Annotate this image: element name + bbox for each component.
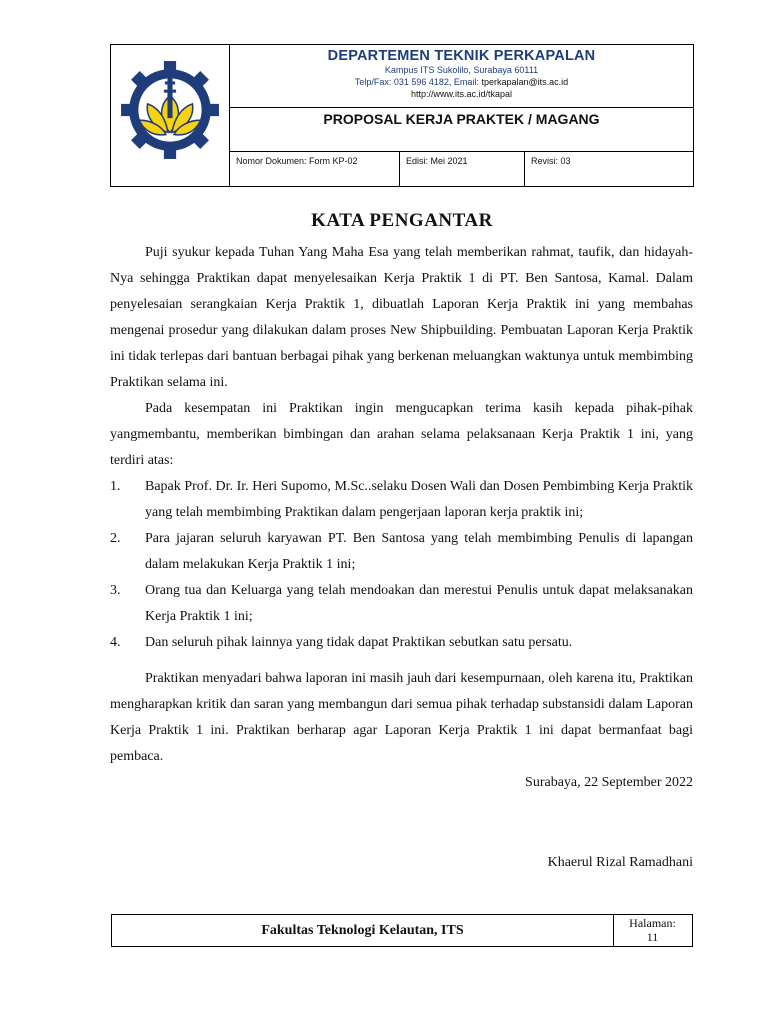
place-date: Surabaya, 22 September 2022	[525, 775, 693, 790]
list-number: 1.	[110, 479, 121, 494]
faculty-name: Fakultas Teknologi Kelautan, ITS	[112, 915, 614, 946]
list-text: Bapak Prof. Dr. Ir. Heri Supomo, M.Sc..selaku Dosen Wali dan Dosen Pembimbing Kerja Praktik yang telah membimbing Praktikan dalam pengerjaan laporan kerja praktik ini;	[145, 479, 693, 520]
logo-cell	[111, 45, 230, 186]
doc-edition: Edisi: Mei 2021	[400, 151, 525, 186]
its-logo-icon	[119, 59, 221, 161]
document-meta-row	[230, 151, 693, 186]
page-label: Halaman:	[629, 916, 676, 930]
document-header	[110, 44, 694, 187]
list-number: 3.	[110, 583, 121, 598]
list-number: 2.	[110, 531, 121, 546]
document-footer	[111, 914, 693, 947]
list-item	[110, 578, 693, 630]
list-item	[110, 474, 693, 526]
list-text: Orang tua dan Keluarga yang telah mendoakan dan merestui Penulis untuk dapat melaksanakan Kerja Praktik 1 ini;	[145, 583, 693, 624]
list-text: Para jajaran seluruh karyawan PT. Ben Santosa yang telah membimbing Penulis di lapangan dalam melakukan Kerja Praktik 1 ini;	[145, 531, 693, 572]
signatory-name: Khaerul Rizal Ramadhani	[547, 855, 693, 870]
department-name: DEPARTEMEN TEKNIK PERKAPALAN	[327, 48, 596, 64]
acknowledgement-list	[110, 474, 693, 656]
document-title-row	[230, 107, 693, 152]
list-text: Dan seluruh pihak lainnya yang tidak dapat Praktikan sebutkan satu persatu.	[145, 635, 573, 650]
department-info	[230, 45, 693, 108]
page-number: 11	[646, 930, 659, 944]
paragraph-closing: Praktikan menyadari bahwa laporan ini masih jauh dari kesempurnaan, oleh karena itu, Praktikan mengharapkan kritik dan saran yang membangun dari semua pihak terhadap substansidi dalam Laporan Kerja Praktik 1 ini. Praktikan berharap agar Laporan Kerja Praktik 1 ini dapat bermanfaat bagi pembaca.	[110, 671, 693, 764]
department-website[interactable]: http://www.its.ac.id/tkapal	[410, 89, 513, 99]
doc-revision: Revisi: 03	[531, 156, 571, 166]
paragraph-thanks: Pada kesempatan ini Praktikan ingin mengucapkan terima kasih kepada pihak-pihak yangmembantu, memberikan bimbingan dan arahan selama pelaksanaan Kerja Praktik 1 ini, yang terdiri atas:	[110, 401, 693, 468]
list-item	[110, 526, 693, 578]
foreword-content	[110, 240, 693, 876]
department-address: Kampus ITS Sukolilo, Surabaya 60111	[384, 65, 539, 75]
page-title: KATA PENGANTAR	[311, 210, 493, 231]
paragraph-intro: Puji syukur kepada Tuhan Yang Maha Esa yang telah memberikan rahmat, taufik, dan hidayah-Nya sehingga Praktikan dapat menyelesaikan Kerja Praktik 1 di PT. Ben Santosa, Kamal. Dalam penyelesaian serangkaian Kerja Praktik 1, dibuatlah Laporan Kerja Praktik ini yang membahas mengenai prosedur yang dilakukan dalam proses New Shipbuilding. Pembuatan Laporan Kerja Praktik ini tidak terlepas dari bantuan berbagai pihak yang berkenan meluangkan waktunya untuk membimbing Praktikan selama ini.	[110, 245, 693, 390]
doc-number: Nomor Dokumen: Form KP-02	[230, 151, 400, 186]
list-item	[110, 630, 693, 656]
contact-email[interactable]: tperkapalan@its.ac.id	[481, 77, 569, 87]
contact-phone: Telp/Fax: 031 596 4182, Email:	[354, 77, 482, 87]
department-contact	[230, 76, 693, 88]
list-number: 4.	[110, 635, 121, 650]
page-number-box	[613, 915, 692, 947]
document-title: PROPOSAL KERJA PRAKTEK / MAGANG	[323, 111, 600, 127]
